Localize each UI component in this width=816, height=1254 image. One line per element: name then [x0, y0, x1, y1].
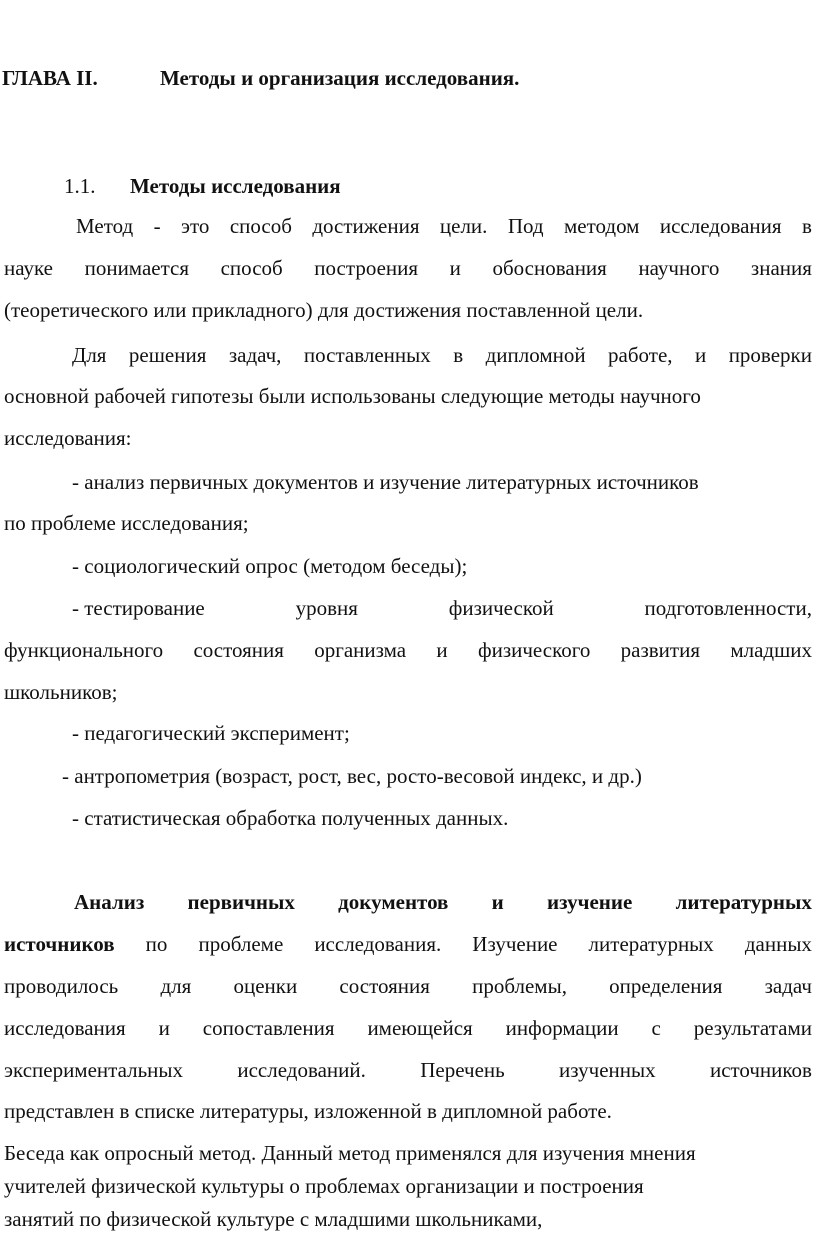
- word: знания: [750, 256, 812, 280]
- word: физического: [477, 638, 591, 662]
- p3-line-5: [4, 1060, 812, 1081]
- word: понимается: [84, 256, 190, 280]
- word: первичных: [187, 890, 295, 914]
- word: по: [145, 932, 168, 956]
- word: сопоставления: [202, 1016, 335, 1040]
- word: методом: [563, 214, 640, 238]
- list-item-3-end: школьников;: [4, 680, 118, 704]
- word: документов: [338, 890, 449, 914]
- word: и: [449, 256, 461, 280]
- word: данных: [744, 932, 812, 956]
- word: цели.: [439, 214, 488, 238]
- word: в: [801, 214, 812, 238]
- word: организма: [314, 638, 407, 662]
- word: функционального: [4, 638, 164, 662]
- word: изучение: [547, 890, 633, 914]
- word: Изучение: [472, 932, 558, 956]
- p3-line-3: [4, 976, 812, 997]
- chapter-title: Методы и организация исследования.: [160, 66, 520, 90]
- word: проблеме: [198, 932, 284, 956]
- p1-line-2: [4, 258, 812, 279]
- list-item-2: - социологический опрос (методом беседы);: [72, 554, 468, 578]
- word: имеющейся: [367, 1016, 473, 1040]
- word: задач,: [228, 343, 282, 367]
- list-item-4: - педагогический эксперимент;: [72, 721, 350, 745]
- word: информации: [505, 1016, 619, 1040]
- word: задач: [764, 974, 812, 998]
- word: обоснования: [492, 256, 607, 280]
- word: Перечень: [420, 1058, 505, 1082]
- word: - тестирование: [72, 596, 205, 620]
- list-item-5: - антропометрия (возраст, рост, вес, росто-весовой индекс, и др.): [62, 764, 642, 788]
- word: в: [453, 343, 464, 367]
- word: с: [651, 1016, 661, 1040]
- word: построения: [314, 256, 419, 280]
- word: и: [491, 890, 504, 914]
- word: проблемы,: [472, 974, 567, 998]
- word: решения: [128, 343, 207, 367]
- word: и: [158, 1016, 170, 1040]
- word: уровня: [295, 596, 358, 620]
- chapter-label: ГЛАВА II.: [2, 66, 98, 90]
- list-item-1: - анализ первичных документов и изучение литературных источников: [72, 470, 699, 494]
- p3-line-4: [4, 1018, 812, 1039]
- p4-line-1: Беседа как опросный метод. Данный метод применялся для изучения мнения: [4, 1141, 696, 1165]
- word: и: [694, 343, 707, 367]
- word: -: [153, 214, 161, 238]
- word: проверки: [728, 343, 812, 367]
- p2-line-3: исследования:: [4, 426, 132, 450]
- word: развития: [620, 638, 700, 662]
- word: младших: [730, 638, 812, 662]
- p4-line-2: учителей физической культуры о проблемах организации и построения: [4, 1174, 644, 1198]
- word: физической: [448, 596, 554, 620]
- word: литературных: [675, 890, 812, 914]
- word: способ: [220, 256, 283, 280]
- word: источников: [709, 1058, 812, 1082]
- word: Под: [507, 214, 544, 238]
- word: проводилось: [4, 974, 119, 998]
- word: исследования: [4, 1016, 126, 1040]
- word: работе,: [608, 343, 673, 367]
- p2-line-2: основной рабочей гипотезы были использованы следующие методы научного: [4, 384, 701, 408]
- word: для: [160, 974, 192, 998]
- word: достижения: [312, 214, 420, 238]
- word: состояния: [193, 638, 284, 662]
- word: подготовленности,: [644, 596, 812, 620]
- list-item-6: - статистическая обработка полученных данных.: [72, 806, 509, 830]
- word: изученных: [559, 1058, 656, 1082]
- word: исследования.: [314, 932, 442, 956]
- word: источников: [4, 932, 115, 956]
- word: исследования: [659, 214, 782, 238]
- word: Для: [72, 343, 107, 367]
- word: результатами: [693, 1016, 812, 1040]
- word: научного: [638, 256, 720, 280]
- section-title: Методы исследования: [130, 174, 341, 198]
- p3-line-1: [74, 892, 812, 913]
- p1-line-3: (теоретического или прикладного) для достижения поставленной цели.: [4, 298, 644, 322]
- p3-line-6: представлен в списке литературы, изложенной в дипломной работе.: [4, 1099, 612, 1123]
- word: состояния: [339, 974, 430, 998]
- word: исследований.: [237, 1058, 366, 1082]
- list-item-3: [72, 598, 812, 619]
- section-number: 1.1.: [64, 174, 96, 198]
- p3-line-2: [4, 934, 812, 955]
- word: и: [436, 638, 448, 662]
- word: экспериментальных: [4, 1058, 184, 1082]
- word: поставленных: [303, 343, 431, 367]
- word: дипломной: [485, 343, 586, 367]
- word: Анализ: [74, 890, 145, 914]
- word: оценки: [233, 974, 298, 998]
- p1-line-1: [76, 216, 812, 237]
- p2-line-1: [72, 345, 812, 366]
- word: Метод: [76, 214, 134, 238]
- word: способ: [229, 214, 292, 238]
- p4-line-3: занятий по физической культуре с младшими школьниками,: [4, 1207, 543, 1231]
- list-item-3-cont: [4, 640, 812, 661]
- word: определения: [609, 974, 723, 998]
- word: это: [181, 214, 210, 238]
- word: науке: [4, 256, 53, 280]
- list-item-1-cont: по проблеме исследования;: [4, 511, 249, 535]
- word: литературных: [588, 932, 714, 956]
